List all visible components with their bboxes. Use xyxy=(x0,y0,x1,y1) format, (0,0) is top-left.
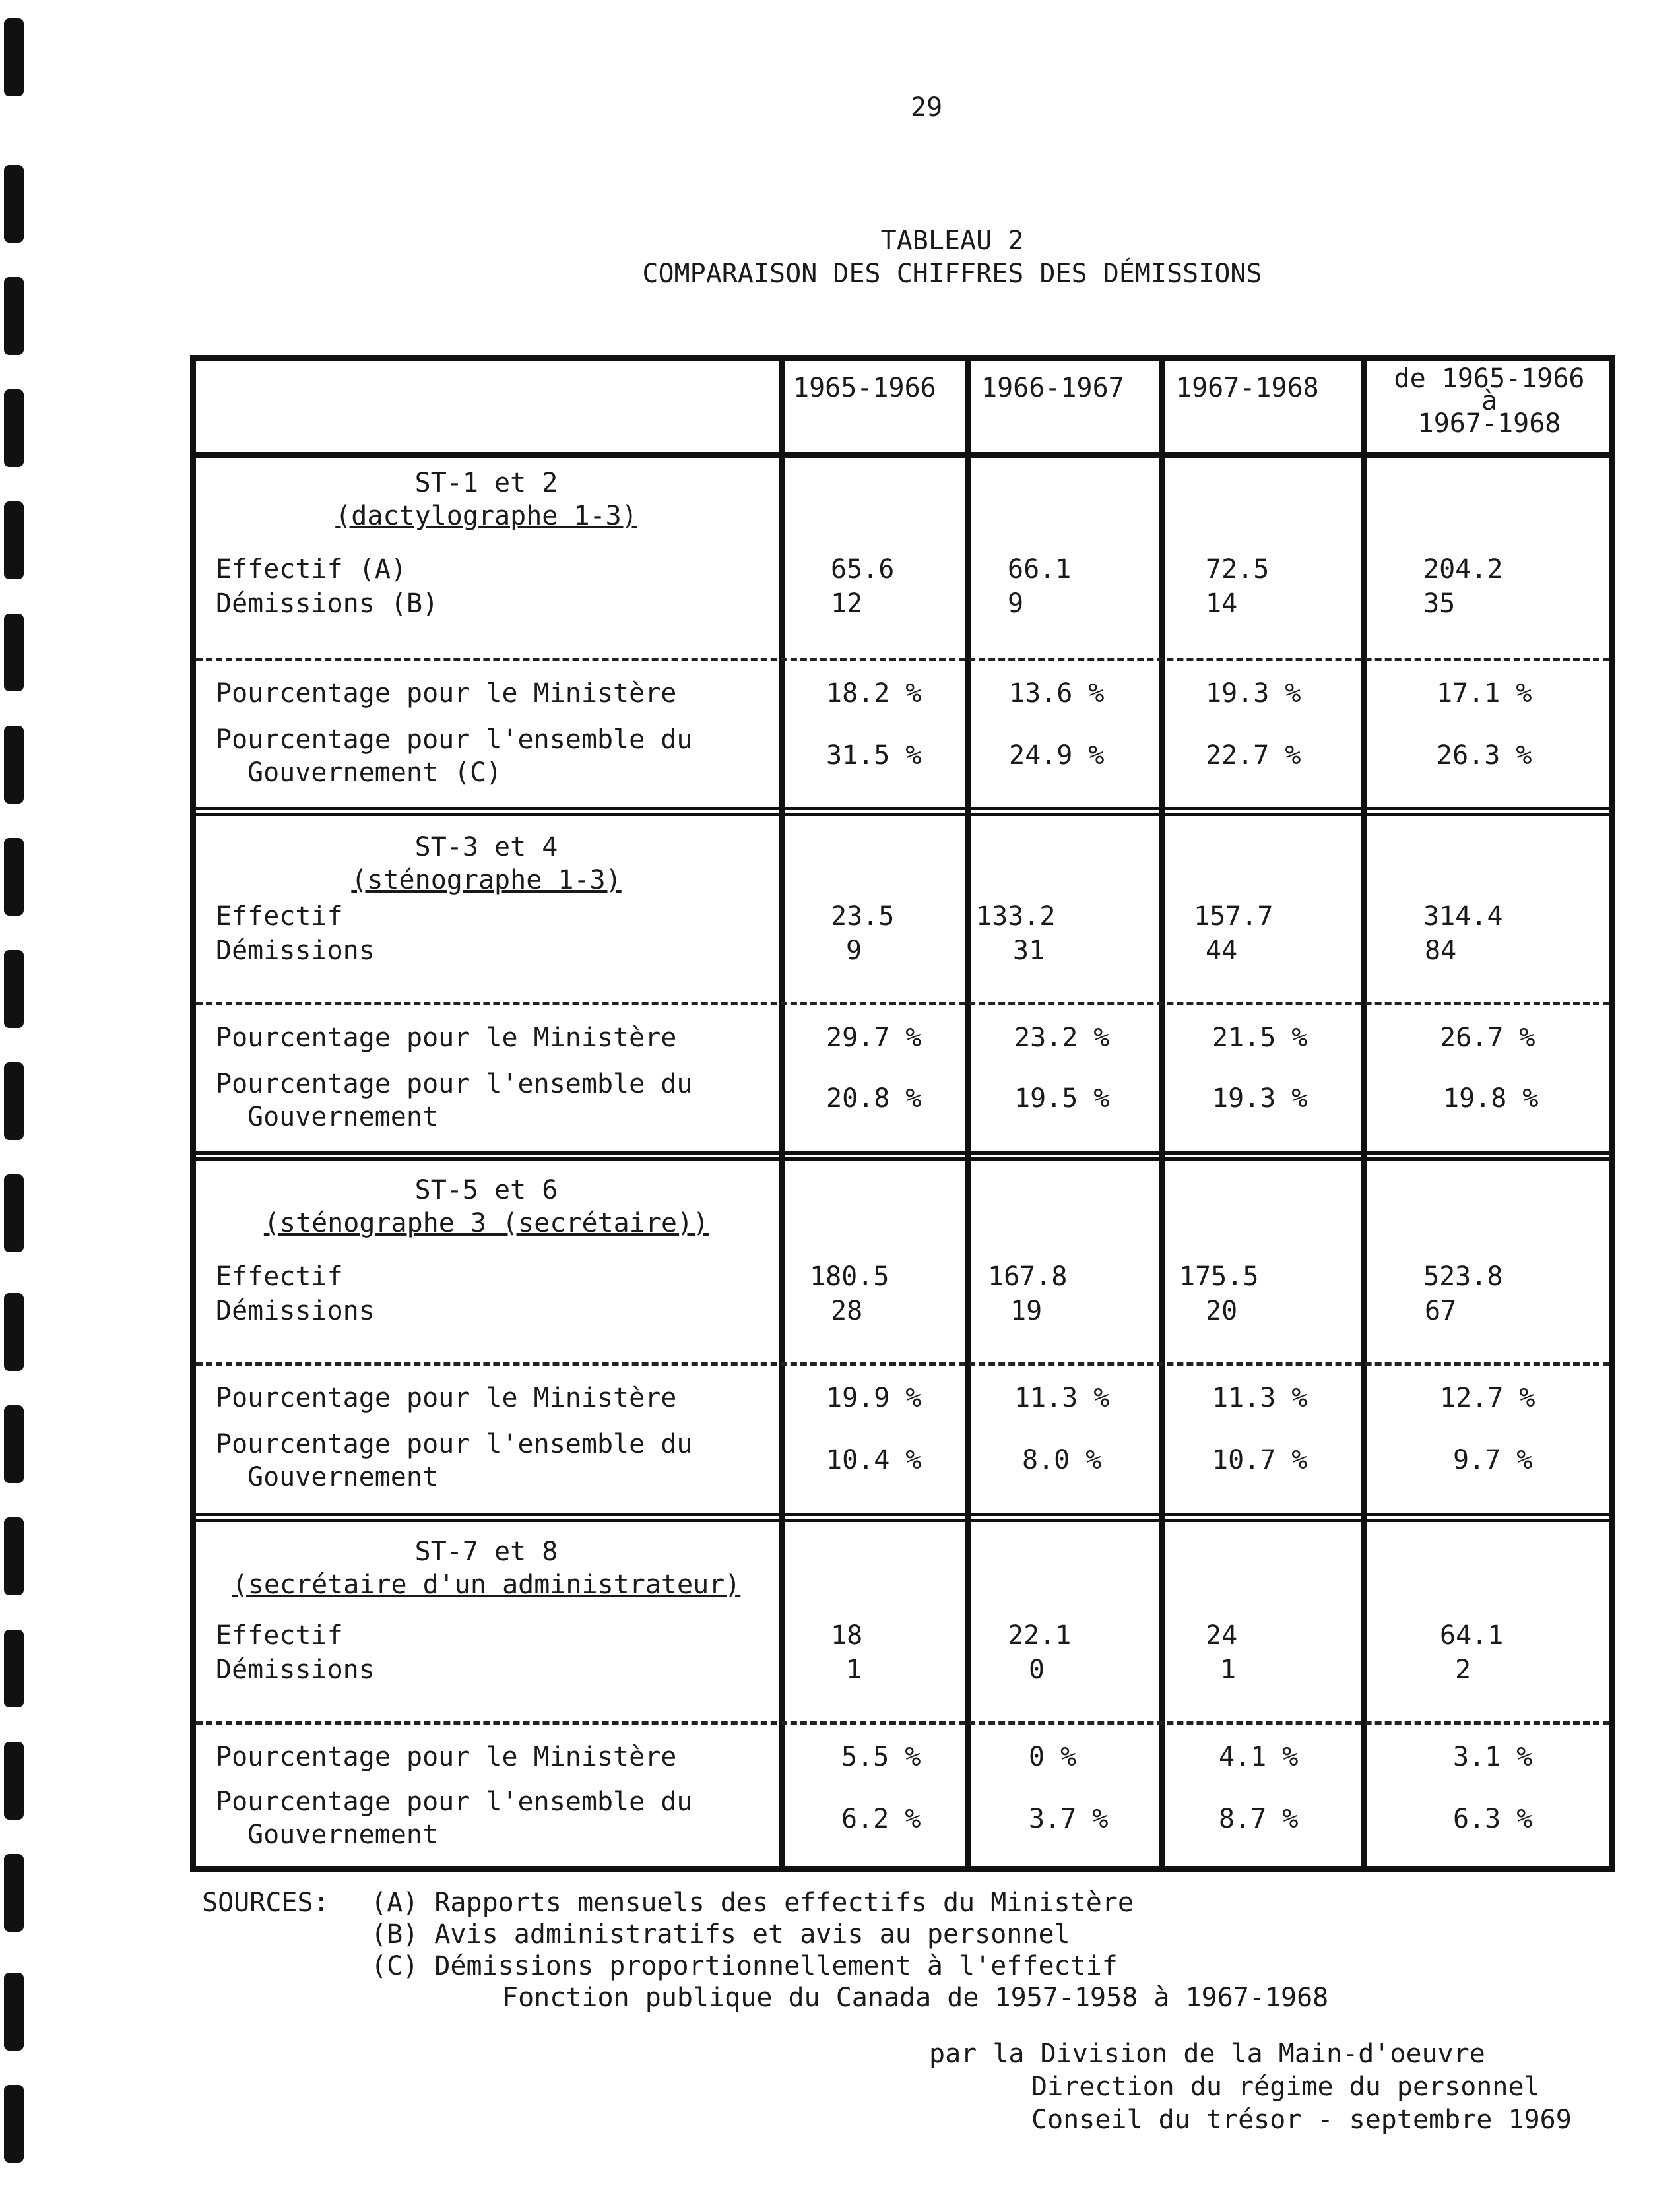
demissions-label: Démissions xyxy=(216,1655,375,1685)
section-name: (secrétaire d'un administrateur) xyxy=(232,1570,741,1600)
section-rule xyxy=(196,1513,1609,1522)
dashed-rule xyxy=(196,1362,1609,1366)
demissions-label: Démissions xyxy=(216,1296,375,1326)
pct-gouv-label-2: Gouvernement xyxy=(247,1102,438,1132)
effectif-value: 64.1 xyxy=(1440,1620,1504,1651)
source-b: (B) Avis administratifs et avis au personnel xyxy=(371,1919,1070,1950)
pct-gouv-value: 24.9 % xyxy=(1009,740,1105,771)
demissions-value: 44 xyxy=(1206,936,1238,966)
column-header-1966-1967: 1966-1967 xyxy=(981,373,1124,403)
demissions-label: Démissions xyxy=(216,936,375,966)
pct-gouv-value: 20.8 % xyxy=(826,1083,922,1114)
pct-gouv-value: 10.7 % xyxy=(1212,1445,1308,1475)
column-divider xyxy=(965,361,971,1866)
section-rule xyxy=(196,807,1609,816)
pct-ministere-label: Pourcentage pour le Ministère xyxy=(216,1742,677,1772)
effectif-label: Effectif xyxy=(216,1620,343,1651)
pct-ministere-value: 11.3 % xyxy=(1014,1383,1110,1413)
demissions-value: 12 xyxy=(831,589,863,619)
effectif-value: 65.6 xyxy=(831,554,895,585)
effectif-value: 18 xyxy=(831,1620,863,1651)
demissions-value: 1 xyxy=(846,1655,862,1685)
dashed-rule xyxy=(196,1002,1609,1005)
pct-ministere-label: Pourcentage pour le Ministère xyxy=(216,1383,677,1413)
demissions-label: Démissions (B) xyxy=(216,589,439,619)
section-code: ST-3 et 4 xyxy=(414,832,558,862)
section-name: (dactylographe 1-3) xyxy=(335,501,637,531)
dashed-rule xyxy=(196,658,1609,661)
demissions-value: 9 xyxy=(846,936,862,966)
column-divider xyxy=(779,361,785,1866)
header-rule xyxy=(196,452,1609,458)
pct-ministere-value: 18.2 % xyxy=(826,678,922,709)
pct-gouv-value: 31.5 % xyxy=(826,740,922,771)
pct-ministere-value: 4.1 % xyxy=(1219,1742,1299,1772)
column-header-1965-1966: 1965-1966 xyxy=(793,373,936,403)
credit-direction: Direction du régime du personnel xyxy=(1031,2072,1540,2102)
column-divider xyxy=(1361,361,1367,1866)
page-number: 29 xyxy=(911,92,943,123)
sources-label: SOURCES: xyxy=(202,1888,329,1918)
effectif-value: 175.5 xyxy=(1179,1261,1259,1292)
pct-gouv-value: 19.3 % xyxy=(1212,1083,1308,1114)
pct-ministere-value: 12.7 % xyxy=(1440,1383,1535,1413)
pct-ministere-label: Pourcentage pour le Ministère xyxy=(216,678,677,709)
table-subtitle: COMPARAISON DES CHIFFRES DES DÉMISSIONS xyxy=(642,259,1262,289)
effectif-value: 314.4 xyxy=(1423,901,1503,932)
pct-gouv-value: 6.2 % xyxy=(841,1804,921,1834)
pct-ministere-value: 0 % xyxy=(1029,1742,1077,1772)
effectif-value: 180.5 xyxy=(810,1261,889,1292)
source-c: (C) Démissions proportionnellement à l'effectif xyxy=(371,1951,1118,1981)
credit-conseil: Conseil du trésor - septembre 1969 xyxy=(1031,2105,1572,2135)
pct-ministere-value: 17.1 % xyxy=(1437,678,1532,709)
effectif-value: 133.2 xyxy=(976,901,1056,932)
source-a: (A) Rapports mensuels des effectifs du Ministère xyxy=(371,1888,1134,1918)
pct-ministere-value: 5.5 % xyxy=(841,1742,921,1772)
pct-gouv-value: 9.7 % xyxy=(1453,1445,1533,1475)
effectif-label: Effectif xyxy=(216,901,343,932)
demissions-value: 20 xyxy=(1206,1296,1238,1326)
effectif-value: 22.1 xyxy=(1008,1620,1072,1651)
effectif-value: 167.8 xyxy=(988,1261,1068,1292)
pct-gouv-value: 8.0 % xyxy=(1022,1445,1102,1475)
binder-holes xyxy=(4,0,30,2199)
pct-gouv-value: 22.7 % xyxy=(1206,740,1301,771)
table-title: TABLEAU 2 xyxy=(880,226,1024,256)
section-rule xyxy=(196,1151,1609,1161)
demissions-value: 9 xyxy=(1008,589,1024,619)
resignations-table xyxy=(190,355,1615,1872)
demissions-value: 1 xyxy=(1220,1655,1237,1685)
pct-gouv-value: 8.7 % xyxy=(1219,1804,1299,1834)
table-title-block xyxy=(0,224,1680,290)
pct-gouv-value: 6.3 % xyxy=(1453,1804,1533,1834)
section-name: (sténographe 3 (secrétaire)) xyxy=(263,1208,709,1238)
pct-gouv-value: 3.7 % xyxy=(1029,1804,1109,1834)
pct-ministere-value: 23.2 % xyxy=(1014,1023,1110,1053)
pct-ministere-label: Pourcentage pour le Ministère xyxy=(216,1023,677,1053)
effectif-label: Effectif xyxy=(216,1261,343,1292)
effectif-value: 523.8 xyxy=(1423,1261,1503,1292)
column-header-total: de 1965-1966 à 1967-1968 xyxy=(1394,364,1585,439)
section-name: (sténographe 1-3) xyxy=(351,865,622,895)
demissions-value: 19 xyxy=(1010,1296,1043,1326)
effectif-value: 72.5 xyxy=(1206,554,1270,585)
demissions-value: 28 xyxy=(831,1296,863,1326)
pct-gouv-value: 19.5 % xyxy=(1014,1083,1110,1114)
effectif-value: 157.7 xyxy=(1194,901,1274,932)
pct-gouv-value: 26.3 % xyxy=(1437,740,1532,771)
pct-gouv-value: 10.4 % xyxy=(826,1445,922,1475)
effectif-value: 24 xyxy=(1206,1620,1238,1651)
effectif-label: Effectif (A) xyxy=(216,554,406,585)
pct-ministere-value: 11.3 % xyxy=(1212,1383,1308,1413)
credit-division: par la Division de la Main-d'oeuvre xyxy=(929,2039,1485,2069)
section-code: ST-7 et 8 xyxy=(414,1537,558,1567)
pct-ministere-value: 29.7 % xyxy=(826,1023,922,1053)
section-code: ST-5 et 6 xyxy=(414,1175,558,1205)
pct-gouv-label-2: Gouvernement (C) xyxy=(247,757,502,788)
demissions-value: 67 xyxy=(1425,1296,1457,1326)
pct-gouv-label: Pourcentage pour l'ensemble du xyxy=(216,724,693,755)
pct-ministere-value: 19.3 % xyxy=(1206,678,1301,709)
pct-gouv-label-2: Gouvernement xyxy=(247,1462,438,1492)
demissions-value: 2 xyxy=(1455,1655,1471,1685)
pct-gouv-label-2: Gouvernement xyxy=(247,1820,438,1850)
demissions-value: 84 xyxy=(1425,936,1457,966)
column-header-1967-1968: 1967-1968 xyxy=(1176,373,1319,403)
demissions-value: 35 xyxy=(1423,589,1456,619)
pct-gouv-value: 19.8 % xyxy=(1443,1083,1539,1114)
demissions-value: 0 xyxy=(1029,1655,1045,1685)
section-code: ST-1 et 2 xyxy=(414,468,558,498)
pct-gouv-label: Pourcentage pour l'ensemble du xyxy=(216,1069,693,1099)
pct-ministere-value: 19.9 % xyxy=(826,1383,922,1413)
source-c-detail: Fonction publique du Canada de 1957-1958 à 1967-1968 xyxy=(502,1983,1329,2013)
pct-gouv-label: Pourcentage pour l'ensemble du xyxy=(216,1787,693,1817)
pct-ministere-value: 21.5 % xyxy=(1212,1023,1308,1053)
dashed-rule xyxy=(196,1721,1609,1725)
pct-ministere-value: 13.6 % xyxy=(1009,678,1105,709)
demissions-value: 14 xyxy=(1206,589,1238,619)
effectif-value: 23.5 xyxy=(831,901,895,932)
pct-ministere-value: 26.7 % xyxy=(1440,1023,1535,1053)
demissions-value: 31 xyxy=(1013,936,1045,966)
effectif-value: 66.1 xyxy=(1008,554,1072,585)
pct-ministere-value: 3.1 % xyxy=(1453,1742,1533,1772)
pct-gouv-label: Pourcentage pour l'ensemble du xyxy=(216,1429,693,1459)
effectif-value: 204.2 xyxy=(1423,554,1503,585)
credits-block xyxy=(929,2037,1572,2136)
column-divider xyxy=(1159,361,1165,1866)
